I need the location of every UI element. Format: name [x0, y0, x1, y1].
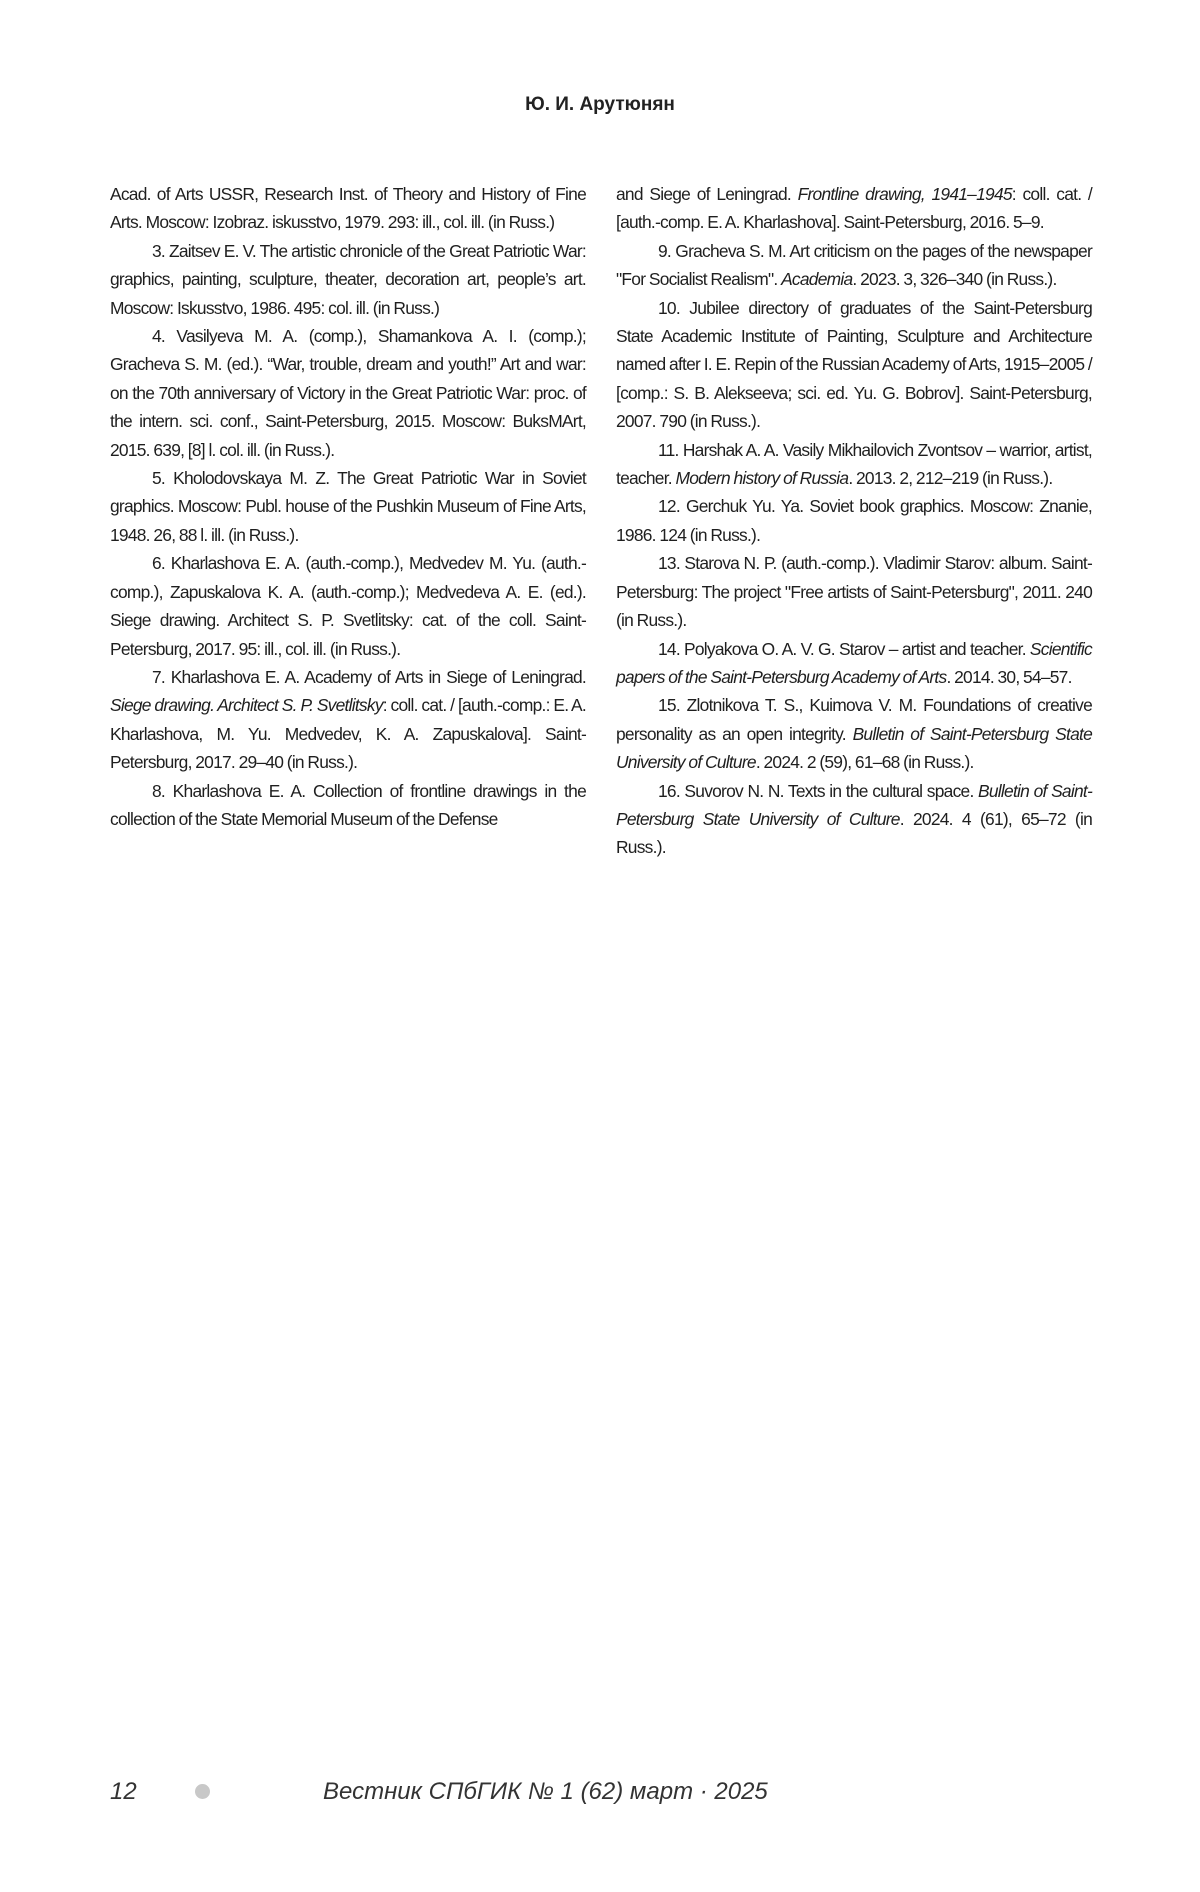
reference-text: 15. Zlotnikova T. S., Kuimova V. M. Foundations of creative personality as an open integrity.: [616, 695, 1092, 744]
references-right-column: [616, 180, 1092, 862]
reference-entry: [616, 549, 1092, 634]
reference-entry: [616, 691, 1092, 776]
reference-text: 7. Kharlashova E. A. Academy of Arts in Siege of Leningrad.: [152, 666, 586, 687]
reference-entry: [110, 180, 586, 237]
reference-text: . 2014. 30, 54–57.: [946, 666, 1072, 687]
reference-source-title: Frontline drawing, 1941–1945: [797, 184, 1012, 204]
reference-entry: [616, 294, 1092, 436]
reference-text: 3. Zaitsev E. V. The artistic chronicle of the Great Patriotic War: graphics, painting, sculpture, theater, decoration art, people’s art. Moscow: Iskusstvo, 1986. 495: col. ill. (in Russ.): [110, 240, 586, 318]
reference-entry: [616, 436, 1092, 493]
page-number: 12: [110, 1778, 137, 1805]
reference-source-title: Bulletin of Saint-Petersburg State University of Culture: [616, 723, 1093, 773]
reference-text: 9. Gracheva S. M. Art criticism on the pages of the newspaper "For Socialist Realism".: [616, 240, 1092, 290]
reference-entry: [616, 237, 1092, 294]
reference-entry: [616, 492, 1092, 549]
reference-source-title: Scientific papers of the Saint-Petersburg Academy of Arts: [616, 638, 1092, 687]
reference-entry: [110, 663, 586, 777]
footer-dot-icon: [195, 1784, 210, 1799]
reference-entry: [110, 549, 586, 663]
reference-text: 16. Suvorov N. N. Texts in the cultural space.: [658, 780, 979, 801]
reference-text: 11. Harshak A. A. Vasily Mikhailovich Zvontsov – warrior, artist, teacher.: [616, 439, 1092, 489]
reference-entry: [616, 180, 1092, 237]
reference-text: Acad. of Arts USSR, Research Inst. of Theory and History of Fine Arts. Moscow: Izobraz. iskusstvo, 1979. 293: ill., col. ill. (in Russ.): [110, 184, 586, 233]
reference-source-title: Academia: [781, 269, 853, 290]
reference-text: 6. Kharlashova E. A. (auth.-comp.), Medvedev M. Yu. (auth.-comp.), Zapuskalova K. A. (auth.-comp.); Medvedeva A. E. (ed.). Siege drawing. Architect S. P. Svetlitsky: cat. of the coll. Saint-Petersburg, 2017. 95: ill., col. ill. (in Russ.).: [110, 553, 586, 659]
reference-text: . 2023. 3, 326–340 (in Russ.).: [852, 269, 1057, 290]
reference-text: 12. Gerchuk Yu. Ya. Soviet book graphics. Moscow: Znanie, 1986. 124 (in Russ.).: [616, 496, 1092, 545]
references-left-column: [110, 180, 586, 833]
reference-text: . 2013. 2, 212–219 (in Russ.).: [848, 468, 1053, 489]
reference-text: . 2024. 4 (61), 65–72 (in Russ.).: [616, 808, 1093, 858]
reference-entry: [110, 237, 586, 322]
reference-text: : coll. cat. / [auth.-comp. E. A. Kharlashova]. Saint-Petersburg, 2016. 5–9.: [616, 184, 1092, 233]
reference-text: 8. Kharlashova E. A. Collection of frontline drawings in the collection of the State Memorial Museum of the Defense: [110, 780, 586, 829]
reference-text: 14. Polyakova O. A. V. G. Starov – artist and teacher.: [658, 638, 1030, 659]
reference-entry: [110, 322, 586, 464]
reference-source-title: Siege drawing. Architect S. P. Svetlitsky: [110, 695, 383, 716]
reference-text: 10. Jubilee directory of graduates of the Saint-Petersburg State Academic Institute of Painting, Sculpture and Architecture named after I. E. Repin of the Russian Academy of Arts, 1915–2005 / [comp.: S. B. Alekseeva; sci. ed. Yu. G. Bobrov]. Saint-Petersburg, 2007. 790 (in Russ.).: [616, 297, 1092, 432]
reference-entry: [110, 777, 586, 834]
reference-entry: [616, 635, 1092, 692]
journal-title: Вестник СПбГИК № 1 (62) март · 2025: [323, 1778, 768, 1805]
reference-entry: [110, 464, 586, 549]
running-header-author: Ю. И. Арутюнян: [525, 94, 675, 115]
reference-text: 13. Starova N. P. (auth.-comp.). Vladimir Starov: album. Saint-Petersburg: The project "Free artists of Saint-Petersburg", 2011. 240 (in Russ.).: [616, 553, 1092, 631]
reference-text: 5. Kholodovskaya M. Z. The Great Patriotic War in Soviet graphics. Moscow: Publ. house of the Pushkin Museum of Fine Arts, 1948. 26, 88 l. ill. (in Russ.).: [110, 468, 586, 545]
reference-text: . 2024. 2 (59), 61–68 (in Russ.).: [755, 752, 974, 773]
reference-source-title: Modern history of Russia: [675, 468, 849, 489]
reference-entry: [616, 777, 1092, 862]
reference-text: 4. Vasilyeva M. A. (comp.), Shamankova A. I. (comp.); Gracheva S. M. (ed.). “War, trouble, dream and youth!” Art and war: on the 70th anniversary of Victory in the Great Patriotic War: proc. of the intern. sci. conf., Saint-Petersburg, 2015. Moscow: BuksMArt, 2015. 639, [8] l. col. ill. (in Russ.).: [110, 326, 586, 460]
reference-text: : coll. cat. / [auth.-comp.: E. A. Kharlashova, M. Yu. Medvedev, K. A. Zapuskalova]. Saint-Petersburg, 2017. 29–40 (in Russ.).: [110, 695, 586, 773]
reference-text: and Siege of Leningrad.: [616, 184, 798, 204]
reference-source-title: Bulletin of Saint-Petersburg State University of Culture: [616, 780, 1092, 829]
